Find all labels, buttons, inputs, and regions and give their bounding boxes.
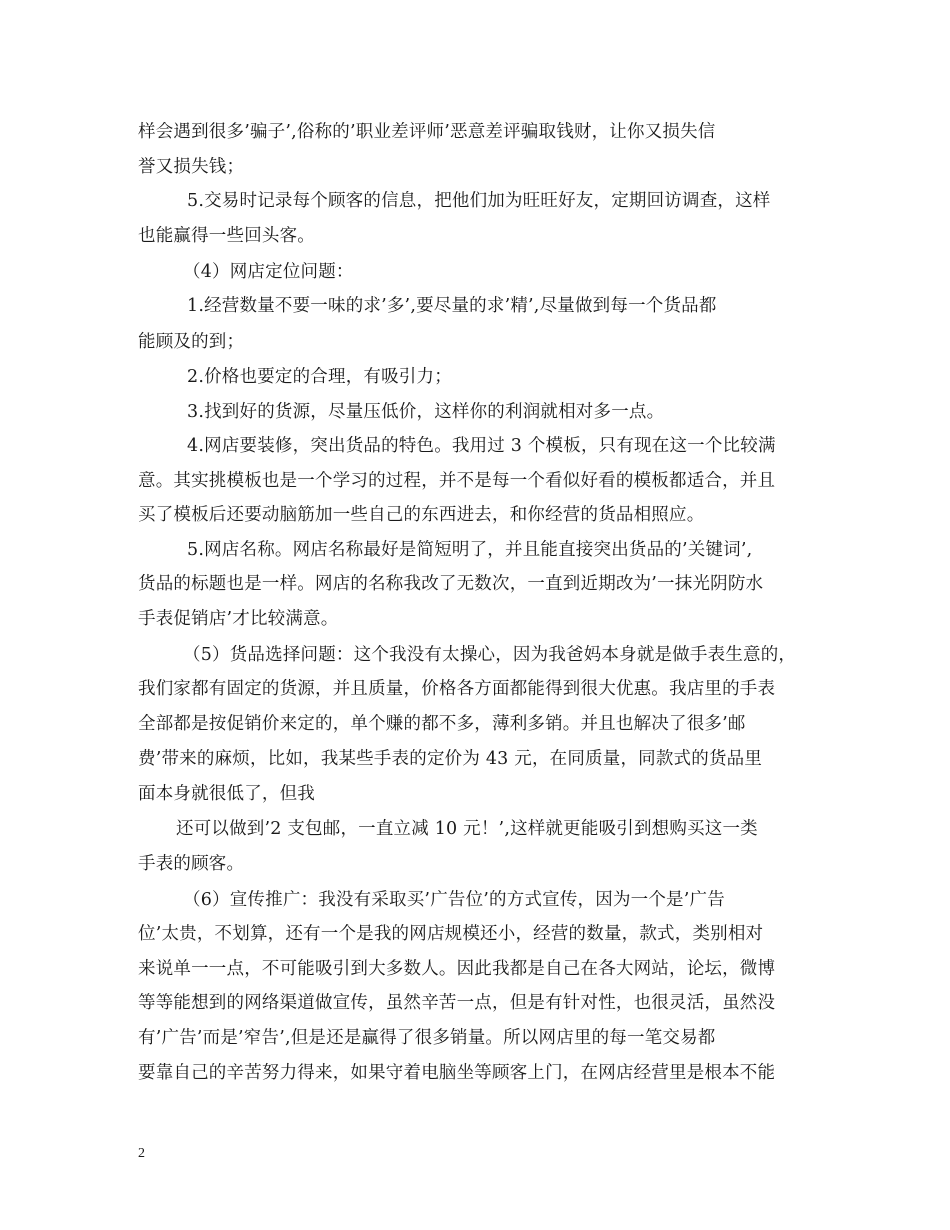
text-line: 4.网店要装修，突出货品的特色。我用过 3 个模板，只有现在这一个比较满: [187, 436, 776, 456]
text-line: 誉又损失钱；: [138, 157, 245, 177]
text-line: 也能赢得一些回头客。: [138, 226, 315, 246]
text-line: 有’广告’而是’窄告’,但是还是赢得了很多销量。所以网店里的每一笔交易都: [138, 1028, 716, 1048]
text-line: 货品的标题也是一样。网店的名称我改了无数次，一直到近期改为’一抹光阴防水: [138, 574, 764, 594]
section-heading: （6）宣传推广：我没有采取买’广告位’的方式宣传，因为一个是’广告: [183, 890, 725, 910]
text-line: 位’太贵，不划算，还有一个是我的网店规模还小，经营的数量，款式，类别相对: [138, 924, 764, 944]
page-number: 2: [138, 1146, 145, 1161]
text-line: 意。其实挑模板也是一个学习的过程，并不是每一个看似好看的模板都适合，并且: [138, 471, 776, 491]
text-line: 2.价格也要定的合理，有吸引力；: [187, 367, 452, 387]
text-line: 等等能想到的网络渠道做宣传，虽然辛苦一点，但是有针对性，也很灵活，虽然没: [138, 993, 776, 1013]
text-line: 来说单一一点，不可能吸引到大多数人。因此我都是自己在各大网站，论坛，微博: [138, 959, 776, 979]
section-heading: （4）网店定位问题：: [183, 262, 354, 282]
text-line: 1.经营数量不要一味的求’多’,要尽量的求’精’,尽量做到每一个货品都: [187, 296, 717, 316]
section-heading: （5）货品选择问题：这个我没有太操心，因为我爸妈本身就是做手表生意的，: [183, 645, 797, 665]
text-line: 样会遇到很多’骗子’,俗称的’职业差评师’恶意差评骗取钱财，让你又损失信: [138, 122, 716, 142]
text-line: 手表的顾客。: [138, 854, 245, 874]
text-line: 还可以做到’2 支包邮，一直立减 10 元！’,这样就更能吸引到想购买这一类: [176, 819, 758, 839]
text-line: 能顾及的到；: [138, 332, 245, 352]
text-line: 5.网店名称。网店名称最好是简短明了，并且能直接突出货品的’关键词’,: [187, 540, 753, 560]
text-line: 要靠自己的辛苦努力得来，如果守着电脑坐等顾客上门，在网店经营里是根本不能: [138, 1063, 776, 1083]
text-line: 面本身就很低了，但我: [138, 784, 315, 804]
text-line: 我们家都有固定的货源，并且质量，价格各方面都能得到很大优惠。我店里的手表: [138, 679, 776, 699]
text-line: 5.交易时记录每个顾客的信息，把他们加为旺旺好友，定期回访调查，这样: [187, 191, 771, 211]
text-line: 费’带来的麻烦，比如，我某些手表的定价为 43 元，在同质量，同款式的货品里: [138, 749, 763, 769]
text-line: 3.找到好的货源，尽量压低价，这样你的利润就相对多一点。: [187, 402, 665, 422]
text-line: 全部都是按促销价来定的，单个赚的都不多，薄利多销。并且也解决了很多’邮: [138, 714, 746, 734]
text-line: 买了模板后还要动脑筋加一些自己的东西进去，和你经营的货品相照应。: [138, 505, 705, 525]
text-line: 手表促销店’才比较满意。: [138, 609, 339, 629]
